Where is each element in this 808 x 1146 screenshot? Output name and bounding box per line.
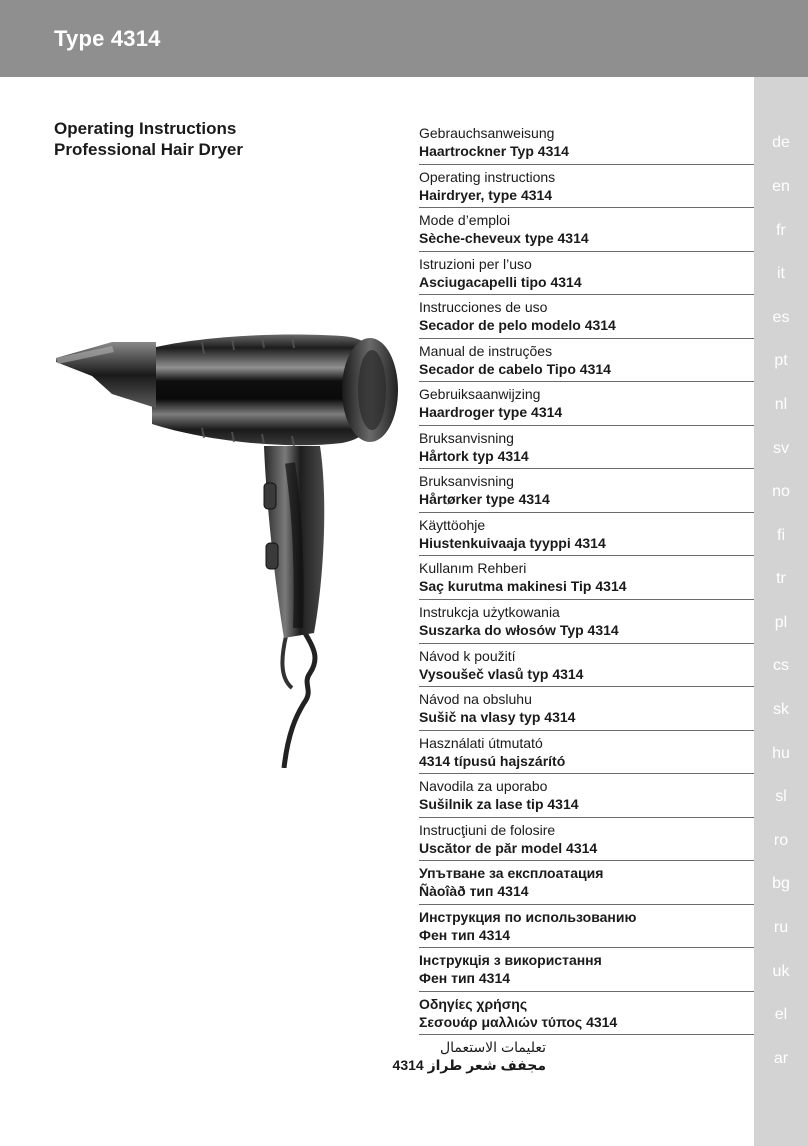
lang-code-sl: sl	[775, 788, 787, 805]
entry-heading: Navodila za uporabo	[419, 778, 548, 795]
entry-heading: Instrucciones de uso	[419, 299, 548, 316]
entry-heading: Gebrauchsanweisung	[419, 125, 555, 141]
power-cord	[284, 628, 315, 768]
lang-code-pl: pl	[774, 614, 788, 631]
page-title: Type 4314	[54, 26, 161, 51]
entry-subtitle: Secador de cabelo Tipo 4314	[419, 360, 611, 377]
document-title-line1: Operating Instructions	[54, 119, 237, 138]
entry-es	[419, 295, 754, 339]
entry-subtitle: Secador de pelo modelo 4314	[419, 317, 616, 334]
entry-fr	[419, 208, 754, 252]
power-switch	[264, 483, 276, 509]
hair-dryer-image	[52, 328, 402, 768]
entry-ru	[419, 905, 754, 949]
entry-ro	[419, 818, 754, 862]
entry-hu	[419, 731, 754, 775]
document-title-line2: Professional Hair Dryer	[54, 140, 243, 159]
entry-subtitle: Фен тип 4314	[419, 970, 511, 987]
entry-no	[419, 469, 754, 513]
entry-pl	[419, 600, 754, 644]
entry-heading: Инструкция по использованию	[419, 908, 637, 925]
entry-subtitle: Sušilnik za lase tip 4314	[419, 796, 579, 813]
entry-subtitle: Suszarka do włosów Typ 4314	[419, 622, 619, 639]
entry-heading: Käyttöohje	[419, 516, 486, 533]
entry-heading: Упътване за експлоатация	[419, 865, 604, 882]
lang-code-en: en	[772, 178, 790, 195]
entry-subtitle: Ñàoîàð тип 4314	[419, 883, 529, 900]
header-bar	[0, 0, 808, 77]
entry-de	[419, 121, 754, 165]
lang-code-es: es	[772, 309, 790, 326]
entry-subtitle: Hårtork typ 4314	[419, 447, 529, 464]
entry-heading: Mode d’emploi	[419, 212, 511, 229]
entry-uk	[419, 948, 754, 992]
entry-heading: تعليمات الاستعمال	[439, 1039, 546, 1056]
entry-subtitle: Hiustenkuivaaja tyyppi 4314	[419, 534, 606, 551]
lang-code-de: de	[772, 134, 790, 151]
entry-bg	[419, 861, 754, 905]
lang-code-pt: pt	[774, 352, 788, 369]
entry-heading: Istruzioni per l’uso	[419, 255, 532, 272]
entry-subtitle: Фен тип 4314	[419, 926, 511, 943]
entry-heading: Інструкція з використання	[419, 952, 602, 969]
entry-heading: Návod k použití	[419, 647, 516, 664]
entry-subtitle: Haardroger type 4314	[419, 404, 563, 421]
entry-subtitle: Haartrockner Typ 4314	[419, 143, 569, 159]
lang-code-fi: fi	[777, 527, 785, 544]
lang-code-it: it	[777, 265, 785, 282]
entry-heading: Οδηγίες χρήσης	[419, 995, 528, 1012]
entry-heading: Instrukcja użytkowania	[419, 604, 560, 621]
entry-el	[419, 992, 754, 1036]
entry-heading: Instrucţiuni de folosire	[419, 821, 556, 838]
entry-heading: Gebruiksaanwijzing	[419, 386, 541, 403]
entry-pt	[419, 339, 754, 383]
entry-heading: Kullanım Rehberi	[419, 560, 527, 577]
entry-heading: Operating instructions	[419, 168, 556, 185]
entry-heading: Návod na obsluhu	[419, 691, 532, 708]
lang-code-sv: sv	[773, 440, 789, 457]
lang-code-fr: fr	[776, 222, 786, 239]
entry-subtitle: Hairdryer, type 4314	[419, 186, 553, 203]
language-entries-list	[392, 121, 754, 1079]
entry-cs	[419, 644, 754, 688]
lang-code-no: no	[772, 483, 790, 500]
entry-subtitle: 4314 típusú hajszárító	[419, 752, 566, 769]
entry-tr	[419, 556, 754, 600]
entry-subtitle: Saç kurutma makinesi Tip 4314	[419, 578, 627, 595]
lang-code-ar: ar	[773, 1050, 789, 1067]
entry-heading: Bruksanvisning	[419, 429, 514, 446]
lang-code-hu: hu	[772, 745, 790, 762]
entry-subtitle: مجفف شعر طراز 4314	[392, 1057, 546, 1074]
lang-code-ro: ro	[773, 832, 789, 849]
entry-nl	[419, 382, 754, 426]
lang-code-uk: uk	[772, 963, 790, 980]
lang-code-sk: sk	[773, 701, 789, 718]
lang-code-ru: ru	[773, 919, 789, 936]
entry-it	[419, 252, 754, 296]
entry-ar	[392, 1035, 754, 1079]
entry-subtitle: Sušič na vlasy typ 4314	[419, 709, 576, 726]
lang-code-nl: nl	[774, 396, 788, 413]
entry-fi	[419, 513, 754, 557]
entry-heading: Bruksanvisning	[419, 473, 514, 490]
heat-switch	[266, 543, 278, 569]
lang-code-tr: tr	[776, 570, 786, 587]
entry-subtitle: Asciugacapelli tipo 4314	[419, 273, 582, 290]
document-title	[54, 118, 243, 160]
lang-code-bg: bg	[772, 875, 790, 892]
lang-code-cs: cs	[773, 657, 789, 674]
entry-heading: Manual de instruções	[419, 342, 553, 359]
lang-code-el: el	[774, 1006, 788, 1023]
entry-subtitle: Vysoušeč vlasů typ 4314	[419, 665, 584, 682]
entry-sk	[419, 687, 754, 731]
entry-subtitle: Sèche-cheveux type 4314	[419, 230, 589, 247]
entry-subtitle: Hårtørker type 4314	[419, 491, 550, 508]
entry-sl	[419, 774, 754, 818]
entry-subtitle: Uscător de păr model 4314	[419, 839, 598, 856]
entry-en	[419, 165, 754, 209]
entry-sv	[419, 426, 754, 470]
entry-heading: Használati útmutató	[419, 734, 543, 751]
entry-subtitle: Σεσουάρ μαλλιών τύπος 4314	[419, 1013, 618, 1030]
